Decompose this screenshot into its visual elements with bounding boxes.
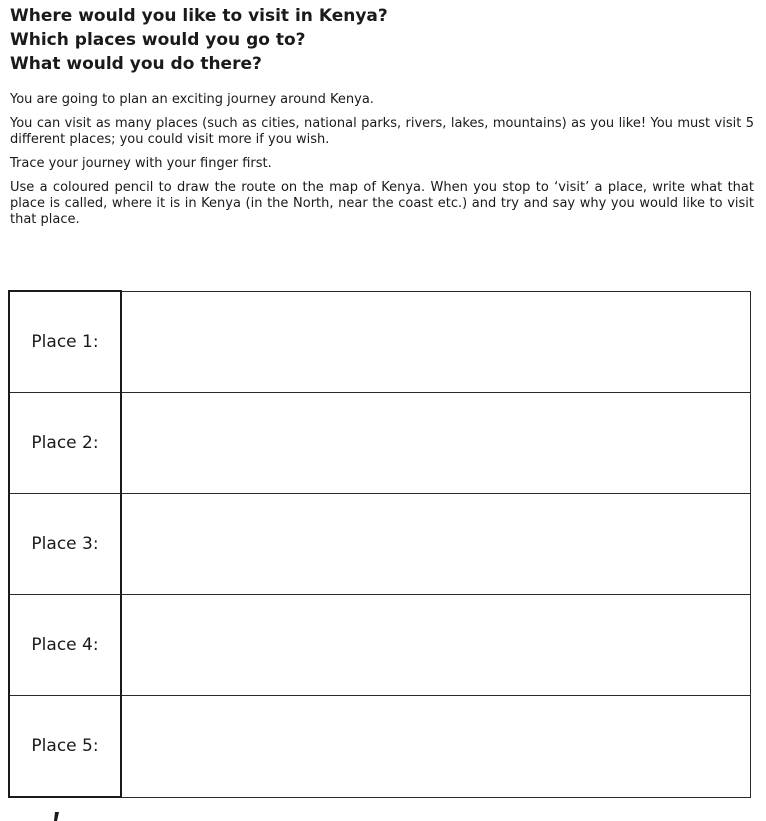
page-corner-mark [54,812,59,821]
instruction-paragraph-4: Use a coloured pencil to draw the route on the map of Kenya. When you stop to ‘visit’ a place, write what that place is called, where it is in Kenya (in the North, near the coast etc.) and try and say why you would like to visit that place. [10,180,754,227]
place-5-answer-box[interactable] [121,696,751,798]
place-4-answer-box[interactable] [121,595,751,696]
place-row [9,291,751,393]
place-label-cell [9,291,121,393]
place-label-cell [9,494,121,595]
place-4-label: Place 4: [31,635,99,655]
instructions [10,92,754,236]
heading-question-1: Where would you like to visit in Kenya? [10,6,388,26]
heading-question-2: Which places would you go to? [10,30,306,50]
place-2-label: Place 2: [31,433,99,453]
worksheet-headings [10,4,750,76]
heading-question-3: What would you do there? [10,54,262,74]
place-1-answer-box[interactable] [121,291,751,393]
place-row [9,393,751,494]
place-row [9,696,751,798]
place-row [9,494,751,595]
instruction-paragraph-1: You are going to plan an exciting journey around Kenya. [10,92,374,107]
place-label-cell [9,696,121,798]
instruction-paragraph-2: You can visit as many places (such as cities, national parks, rivers, lakes, mountains) as you like! You must visit 5 different places; you could visit more if you wish. [10,116,754,147]
places-table [8,290,751,798]
place-row [9,595,751,696]
place-1-label: Place 1: [31,332,99,352]
place-label-cell [9,393,121,494]
place-5-label: Place 5: [31,736,99,756]
instruction-paragraph-3: Trace your journey with your finger first. [10,156,272,171]
place-3-answer-box[interactable] [121,494,751,595]
place-label-cell [9,595,121,696]
place-2-answer-box[interactable] [121,393,751,494]
place-3-label: Place 3: [31,534,99,554]
